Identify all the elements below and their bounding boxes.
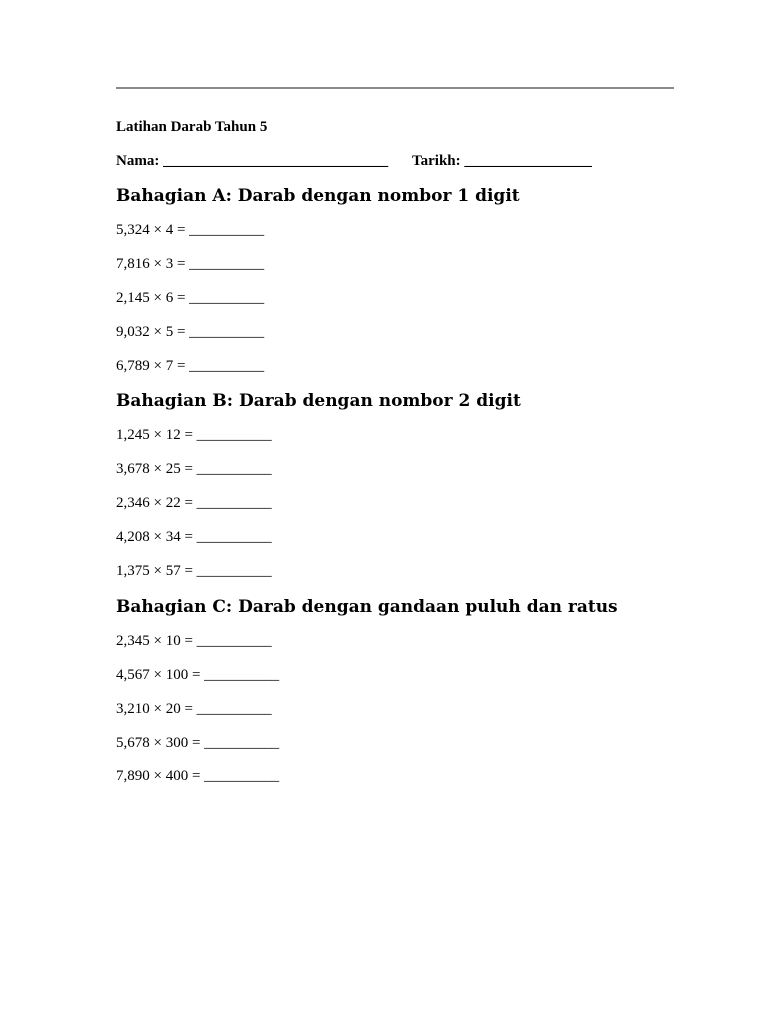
problem-b3: 2,346 × 22 = __________ — [116, 495, 272, 511]
problem-a5: 6,789 × 7 = __________ — [116, 358, 265, 374]
problem-a3: 2,145 × 6 = __________ — [116, 290, 265, 306]
date-field: Tarikh: _________________ — [412, 153, 592, 169]
section-a-heading: Bahagian A: Darab dengan nombor 1 digit — [116, 186, 520, 206]
problem-c2: 4,567 × 100 = __________ — [116, 667, 280, 683]
section-b-heading: Bahagian B: Darab dengan nombor 2 digit — [116, 391, 521, 411]
problem-c4: 5,678 × 300 = __________ — [116, 735, 280, 751]
problem-b5: 1,375 × 57 = __________ — [116, 563, 272, 579]
problem-c5: 7,890 × 400 = __________ — [116, 768, 280, 784]
problem-a2: 7,816 × 3 = __________ — [116, 256, 265, 272]
problem-c1: 2,345 × 10 = __________ — [116, 633, 272, 649]
section-c-heading: Bahagian C: Darab dengan gandaan puluh dan ratus — [116, 597, 618, 617]
header-divider — [116, 87, 674, 89]
worksheet-title: Latihan Darab Tahun 5 — [116, 119, 268, 135]
problem-b1: 1,245 × 12 = __________ — [116, 427, 272, 443]
problem-a1: 5,324 × 4 = __________ — [116, 222, 265, 238]
problem-b2: 3,678 × 25 = __________ — [116, 461, 272, 477]
problem-c3: 3,210 × 20 = __________ — [116, 701, 272, 717]
problem-a4: 9,032 × 5 = __________ — [116, 324, 265, 340]
problem-b4: 4,208 × 34 = __________ — [116, 529, 272, 545]
student-info-row — [116, 153, 592, 170]
name-field: Nama: ______________________________ — [116, 153, 389, 169]
